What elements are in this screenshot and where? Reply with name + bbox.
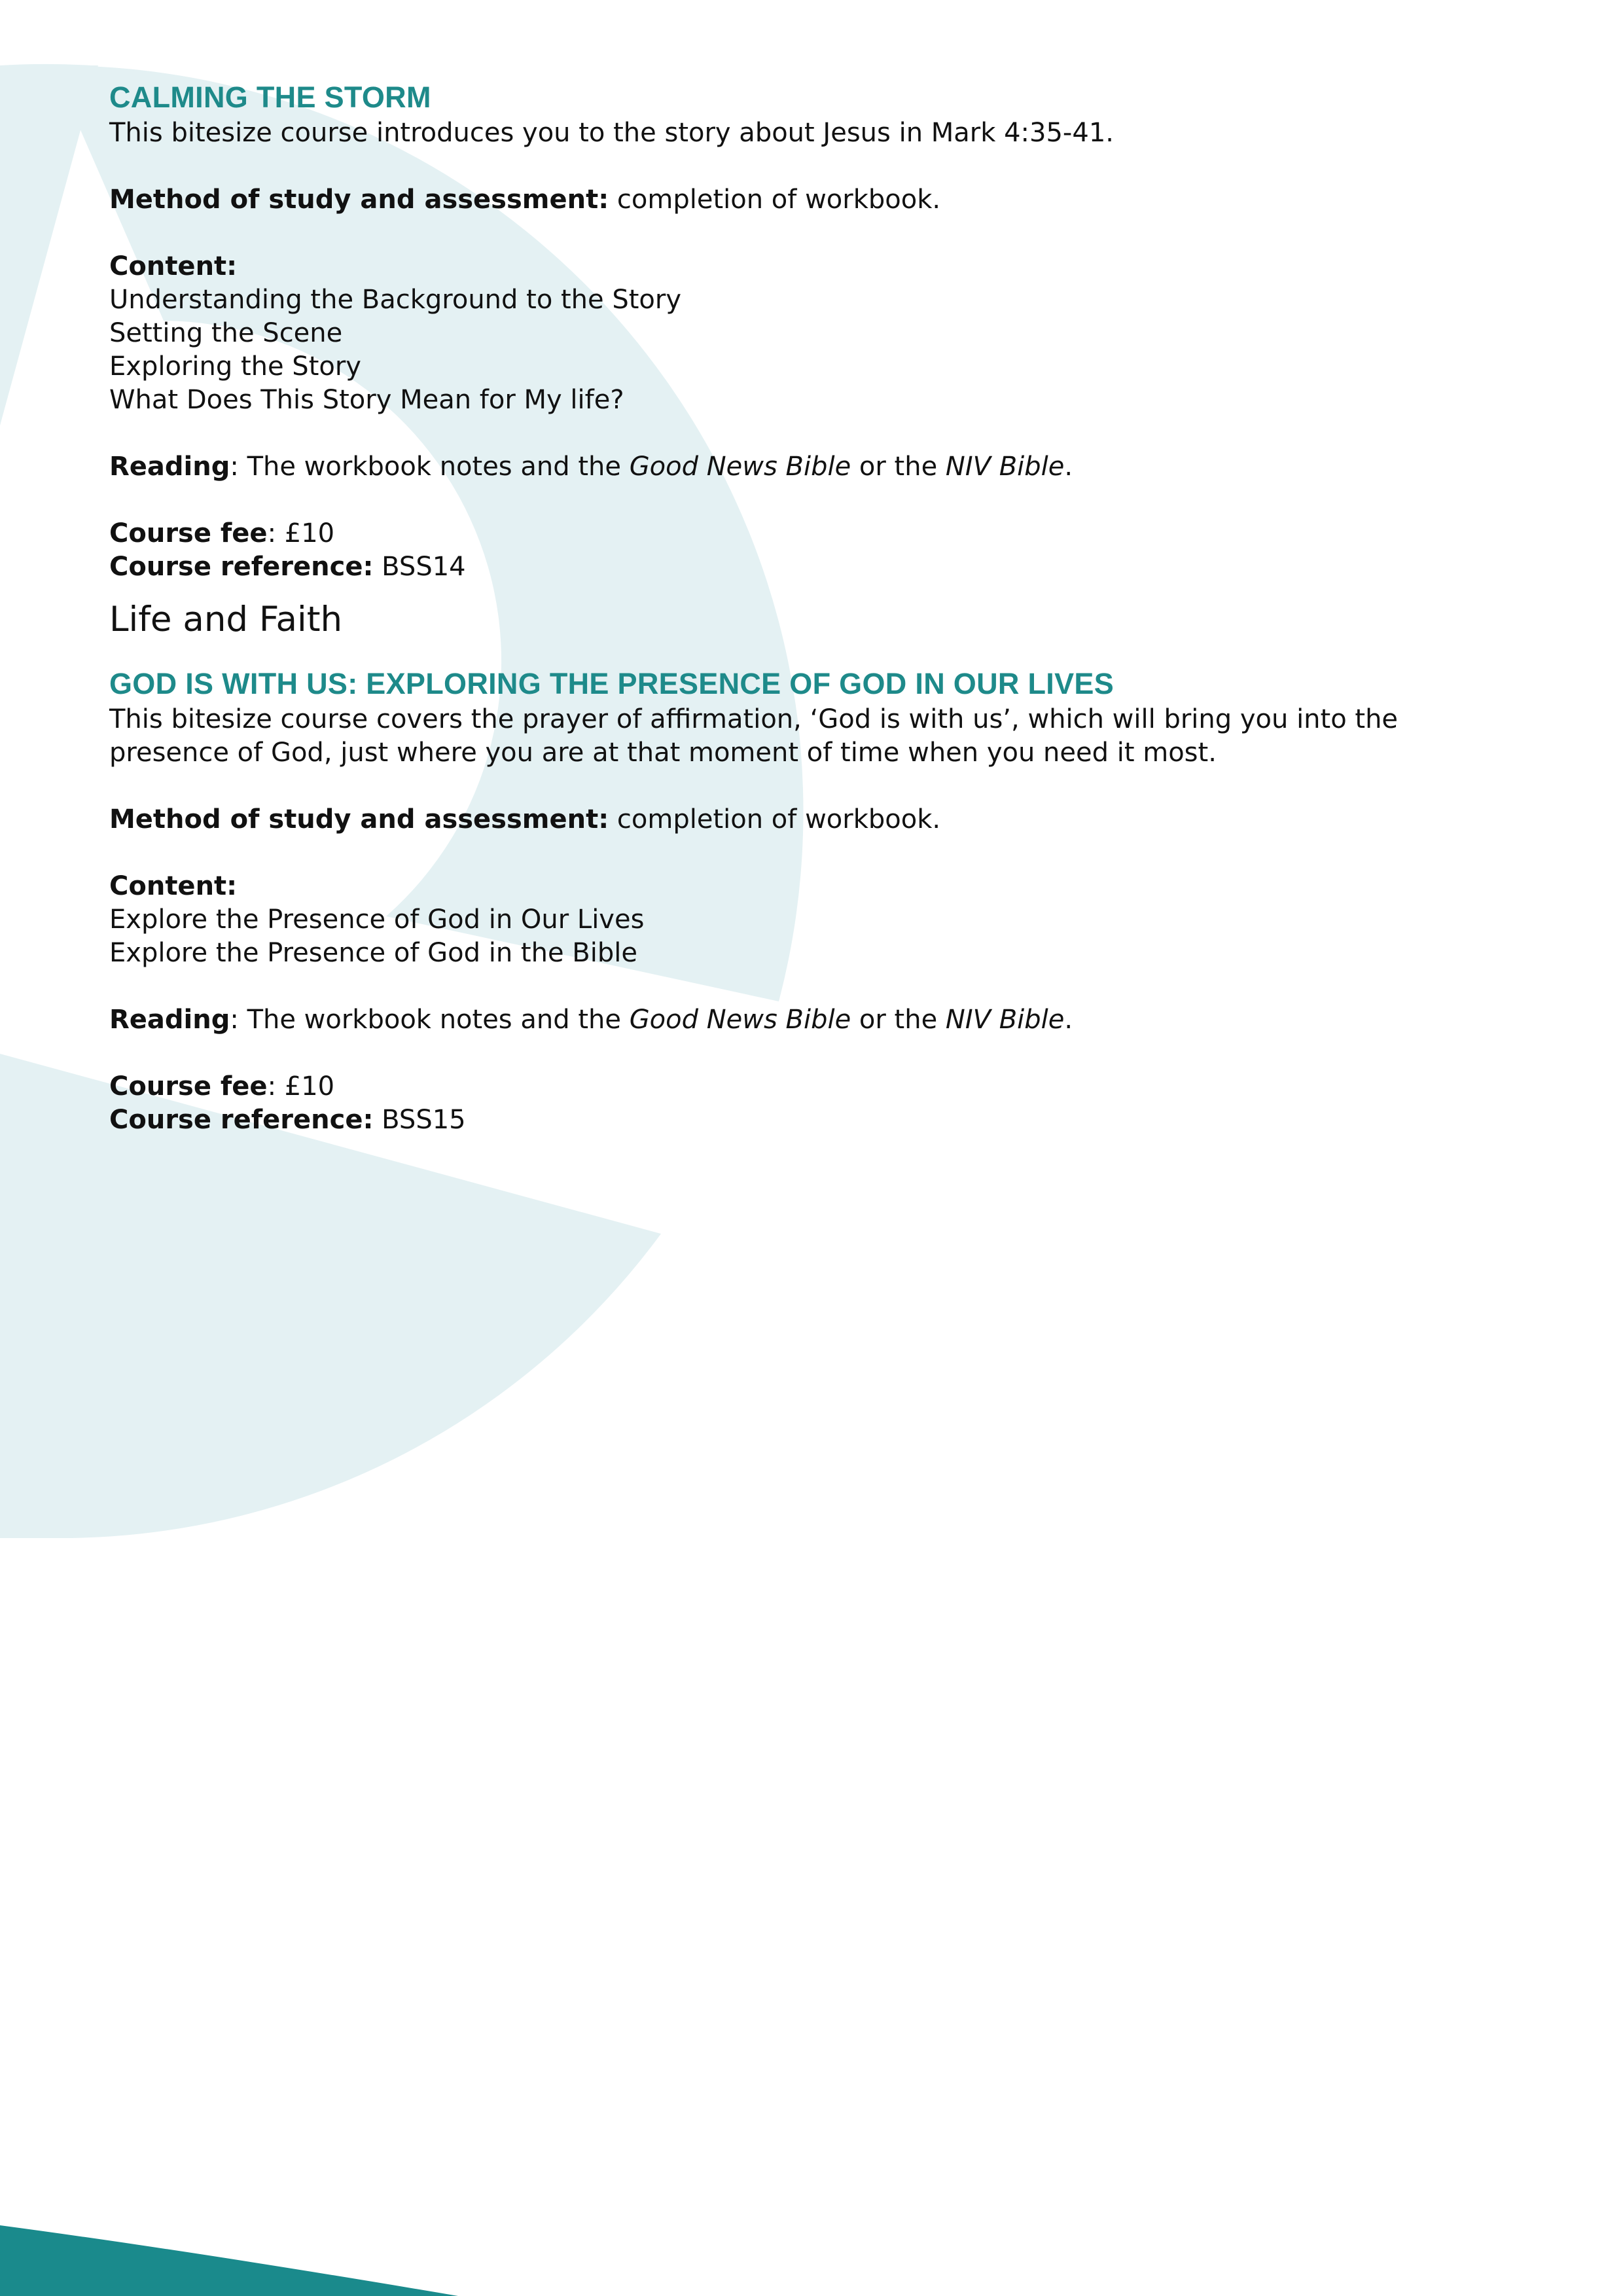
fee-label: Course fee xyxy=(109,518,268,548)
reading-book: Good News Bible xyxy=(629,1005,851,1035)
reading-text: or the xyxy=(851,452,946,482)
content-item: Explore the Presence of God in Our Lives xyxy=(109,905,645,935)
reading-text: or the xyxy=(851,1005,946,1035)
reference-label: Course reference: xyxy=(109,552,374,582)
fee-label: Course fee xyxy=(109,1071,268,1102)
content-item: Understanding the Background to the Story xyxy=(109,285,682,315)
content-item: Setting the Scene xyxy=(109,318,343,348)
fee-line xyxy=(109,517,1503,550)
reference-value: BSS15 xyxy=(373,1105,466,1135)
course-intro: This bitesize course introduces you to the story about Jesus in Mark 4:35-41. xyxy=(109,118,1114,148)
reading-book: NIV Bible xyxy=(945,1005,1065,1035)
course-title: GOD IS WITH US: EXPLORING THE PRESENCE OF GOD IN OUR LIVES xyxy=(109,667,1115,700)
reading-book: Good News Bible xyxy=(629,452,851,482)
content-item: What Does This Story Mean for My life? xyxy=(109,385,624,415)
reading-line xyxy=(109,450,1503,484)
reference-line xyxy=(109,1103,1503,1137)
course-intro: This bitesize course covers the prayer of affirmation, ‘God is with us’, which will bring you into the presence of God, just where you are at that moment of time when you need it most. xyxy=(109,704,1399,768)
reading-label: Reading xyxy=(109,1005,230,1035)
decor-left-band xyxy=(0,65,98,425)
reading-line xyxy=(109,1003,1503,1037)
reading-text: . xyxy=(1064,452,1073,482)
method-value: completion of workbook. xyxy=(609,804,941,834)
page-content xyxy=(109,79,1503,1137)
fee-value: : £10 xyxy=(267,518,335,548)
reading-book: NIV Bible xyxy=(945,452,1065,482)
fee-value: : £10 xyxy=(267,1071,335,1102)
course-section xyxy=(109,665,1503,1137)
content-label: Content: xyxy=(109,871,238,901)
decor-bottom-sweep xyxy=(0,2225,458,2296)
reference-value: BSS14 xyxy=(373,552,466,582)
reading-label: Reading xyxy=(109,452,230,482)
reference-label: Course reference: xyxy=(109,1105,374,1135)
fee-line xyxy=(109,1070,1503,1103)
course-section xyxy=(109,79,1503,584)
method-label: Method of study and assessment: xyxy=(109,185,609,215)
section-heading: Life and Faith xyxy=(109,600,343,639)
method-value: completion of workbook. xyxy=(609,185,941,215)
content-label: Content: xyxy=(109,251,238,281)
course-title: CALMING THE STORM xyxy=(109,81,431,114)
content-item: Exploring the Story xyxy=(109,351,361,382)
reading-text: : The workbook notes and the xyxy=(230,452,630,482)
reading-text: : The workbook notes and the xyxy=(230,1005,630,1035)
content-item: Explore the Presence of God in the Bible xyxy=(109,938,637,968)
method-line xyxy=(109,183,1503,217)
reference-line xyxy=(109,550,1503,584)
reading-text: . xyxy=(1064,1005,1073,1035)
method-label: Method of study and assessment: xyxy=(109,804,609,834)
method-line xyxy=(109,803,1503,836)
